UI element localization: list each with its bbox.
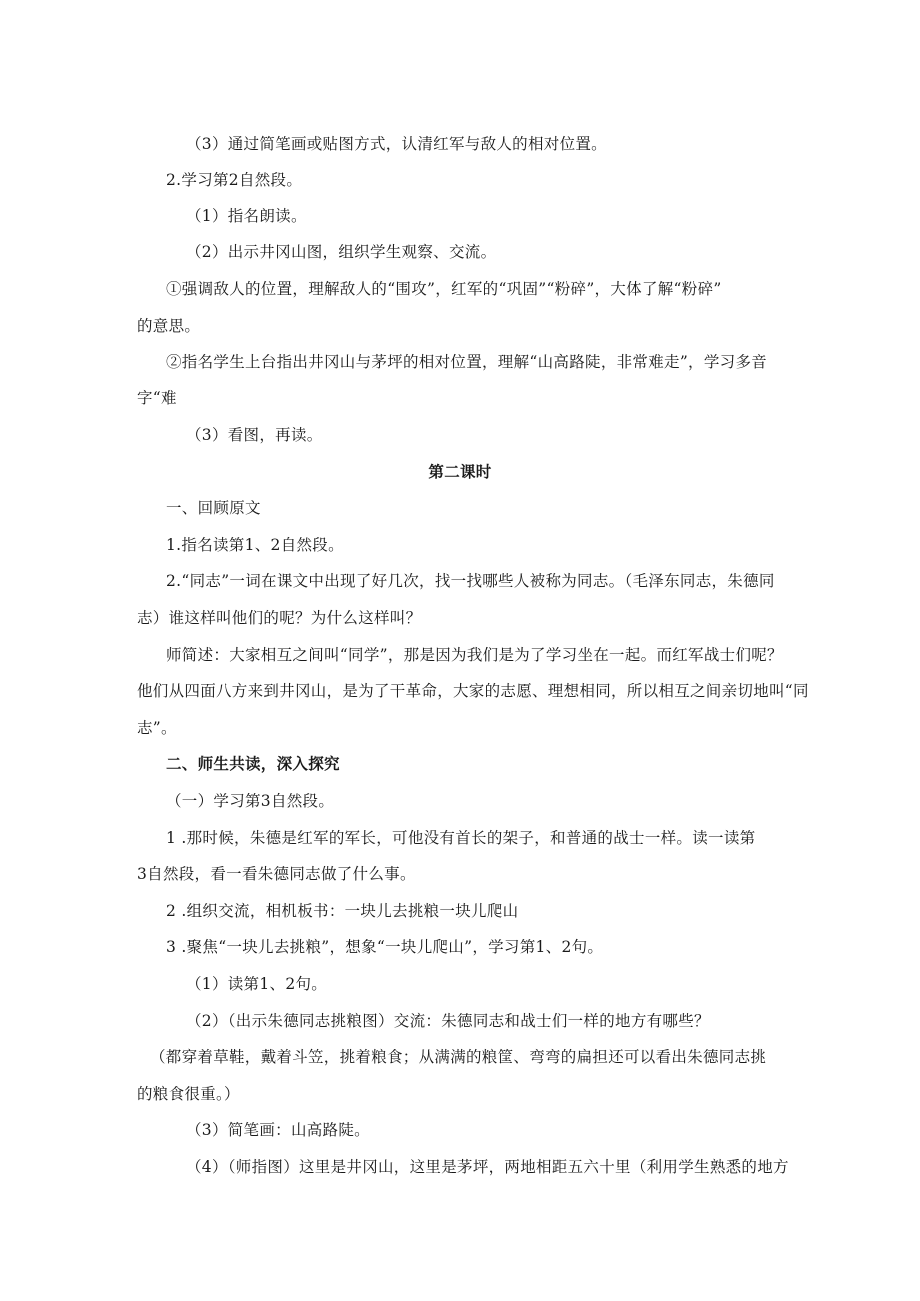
text-line: （3）简笔画：山高路陡。 (186, 1121, 370, 1139)
text-line: 他们从四面八方来到井冈山，是为了干革命，大家的志愿、理想相同，所以相互之间亲切地叫“同 (137, 682, 809, 700)
text-line: （2）出示井冈山图，组织学生观察、交流。 (186, 243, 497, 261)
text-line: （3）看图，再读。 (186, 426, 323, 444)
text-line: （3）通过简笔画或贴图方式，认清红军与敌人的相对位置。 (186, 135, 607, 153)
text-line: （2）（出示朱德同志挑粮图）交流：朱德同志和战士们一样的地方有哪些？ (186, 1012, 710, 1030)
text-line: 2.学习第2自然段。 (166, 171, 303, 189)
text-line: （4）（师指图）这里是井冈山，这里是茅坪，两地相距五六十里（利用学生熟悉的地方 (186, 1158, 789, 1176)
text-line: 的粮食很重。） (137, 1085, 240, 1103)
text-line: 师简述：大家相互之间叫“同学”，那是因为我们是为了学习坐在一起。而红军战士们呢？ (166, 646, 783, 664)
text-line: 2 .组织交流，相机板书：一块儿去挑粮一块儿爬山 (166, 902, 519, 920)
section-heading: 第二课时 (428, 463, 492, 481)
text-line: 1 .那时候，朱德是红军的军长，可他没有首长的架子，和普通的战士一样。读一读第 (166, 829, 756, 847)
text-line: 3自然段，看一看朱德同志做了什么事。 (137, 865, 416, 883)
text-line: （1）指名朗读。 (186, 207, 307, 225)
text-line: 志）谁这样叫他们的呢？为什么这样叫？ (137, 609, 422, 627)
text-line: ②指名学生上台指出井冈山与茅坪的相对位置，理解“山高路陡，非常难走”，学习多音 (166, 353, 768, 371)
text-line: 字“难 (137, 389, 177, 407)
section-heading: 二、师生共读，深入探究 (166, 755, 340, 773)
text-line: ①强调敌人的位置，理解敌人的“围攻”，红军的“巩固”“粉碎”，大体了解“粉碎” (166, 280, 722, 298)
text-line: （一）学习第3自然段。 (166, 792, 335, 810)
text-line: 志”。 (137, 719, 177, 737)
text-line: （1）读第1、2句。 (186, 975, 328, 993)
text-line: （都穿着草鞋，戴着斗笠，挑着粮食；从满满的粮筐、弯弯的扁担还可以看出朱德同志挑 (150, 1048, 767, 1066)
text-line: 一、回顾原文 (166, 499, 261, 517)
text-line: 1.指名读第1、2自然段。 (166, 536, 344, 554)
text-line: 的意思。 (137, 317, 201, 335)
text-line: 2.“同志”一词在课文中出现了好几次，找一找哪些人被称为同志。（毛泽东同志，朱德同 (166, 572, 775, 590)
text-line: 3 .聚焦“一块儿去挑粮”，想象“一块儿爬山”，学习第1、2句。 (166, 938, 604, 956)
